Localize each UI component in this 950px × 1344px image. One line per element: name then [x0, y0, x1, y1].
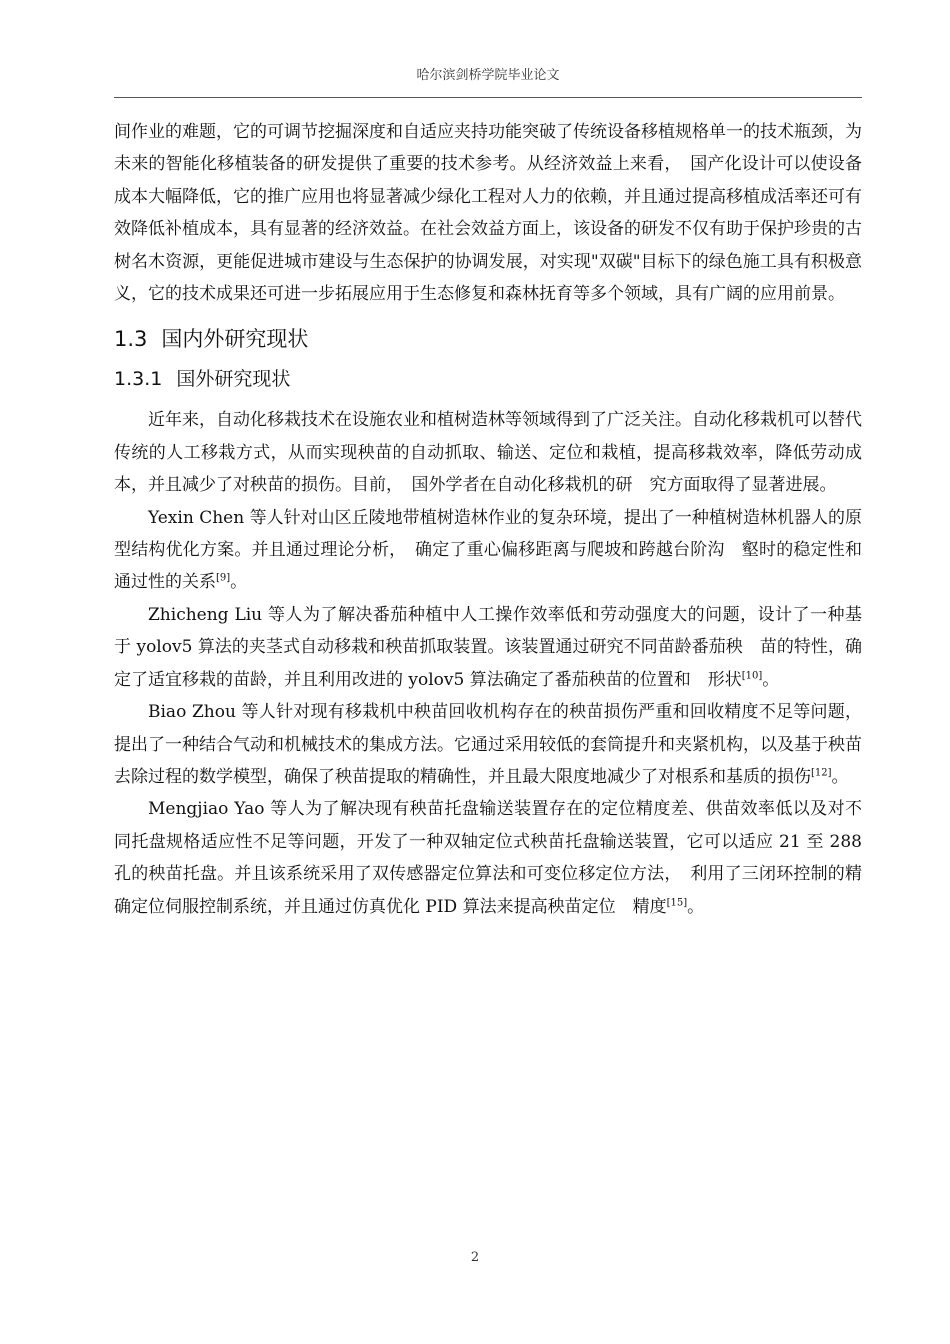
intro-paragraph: 间作业的难题，它的可调节挖掘深度和自适应夹持功能突破了传统设备移植规格单一的技术瓶颈，为未来的智能化移植装备的研发提供了重要的技术参考。从经济效益上来看， 国产化设计可以使设备成本大幅降低，它的推广应用也将显著减少绿化工程对人力的依赖，并且通过提高移植成活率还可有效降低补植成本，具有显著的经济效益。在社会效益方面上，该设备的研发不仅有助于保护珍贵的古树名木资源，更能促进城市建设与生态保护的协调发展，对实现"双碳"目标下的绿色施工具有积极意义，它的技术成果还可进一步拓展应用于生态修复和森林抚育等多个领域，具有广阔的应用前景。 — [114, 122, 862, 305]
paragraph-mengjiao-yao — [114, 793, 862, 923]
paragraph-biao-zhou — [114, 696, 862, 793]
section-title: 国内外研究现状 — [161, 327, 309, 352]
citation-ref: [12] — [811, 767, 832, 779]
citation-ref: [9] — [216, 572, 231, 584]
paragraph-text: Biao Zhou 等人针对现有移栽机中秧苗回收机构存在的秧苗损伤严重和回收精度不足等问题，提出了一种结合气动和机械技术的集成方法。它通过采用较低的套筒提升和夹紧机构，以及基于秧苗去除过程的数学模型，确保了秧苗提取的精确性，并且最大限度地减少了对根系和基质的损伤 — [114, 702, 862, 787]
paragraph-text: Yexin Chen 等人针对山区丘陵地带植树造林作业的复杂环境，提出了一种植树造林机器人的原型结构优化方案。并且通过理论分析， 确定了重心偏移距离与爬坡和跨越台阶沟 壑时的稳定性和通过性的关系 — [114, 507, 862, 593]
header-divider — [114, 97, 862, 98]
paragraph-period: 。 — [230, 572, 248, 593]
paragraph-text: Zhicheng Liu 等人为了解决番茄种植中人工操作效率低和劳动强度大的问题，设计了一种基于 yolov5 算法的夹茎式自动移栽和秧苗抓取装置。该装置通过研究不同苗龄番茄秧 苗的特性，确定了适宜移栽的苗龄，并且利用改进的 yolov5 算法确定了番茄秧苗的位置和 形状 — [114, 604, 862, 690]
page-number: 2 — [470, 1250, 480, 1265]
paragraph-period: 。 — [687, 896, 705, 917]
paragraph-zhicheng-liu — [114, 599, 862, 696]
paragraph-yexin-chen — [114, 502, 862, 599]
paragraph-period: 。 — [762, 669, 780, 690]
subsection-number: 1.3.1 — [114, 368, 163, 391]
paragraph-text: 近年来，自动化移栽技术在设施农业和植树造林等领域得到了广泛关注。自动化移栽机可以替代传统的人工移栽方式，从而实现秧苗的自动抓取、输送、定位和栽植，提高移栽效率，降低劳动成本，并且减少了对秧苗的损伤。目前， 国外学者在自动化移栽机的研 究方面取得了显著进展。 — [114, 410, 862, 496]
page-header: 哈尔滨剑桥学院毕业论文 — [416, 68, 560, 83]
citation-ref: [10] — [741, 670, 763, 682]
subsection-heading — [114, 364, 862, 394]
section-number: 1.3 — [114, 327, 148, 352]
section-heading — [114, 324, 862, 354]
paragraph-period: 。 — [831, 766, 849, 787]
paragraph-text: Mengjiao Yao 等人为了解决现有秧苗托盘输送装置存在的定位精度差、供苗效率低以及对不同托盘规格适应性不足等问题，开发了一种双轴定位式秧苗托盘输送装置，它可以适应 21 至 288 孔的秧苗托盘。并且该系统采用了双传感器定位算法和可变位移定位方法， 利用了三闭环控制的精确定位伺服控制系统，并且通过仿真优化 PID 算法来提高秧苗定位 精度 — [114, 799, 862, 917]
document-body — [114, 116, 862, 923]
paragraph-overview — [114, 404, 862, 501]
citation-ref: [15] — [666, 896, 688, 908]
subsection-title: 国外研究现状 — [176, 368, 291, 391]
